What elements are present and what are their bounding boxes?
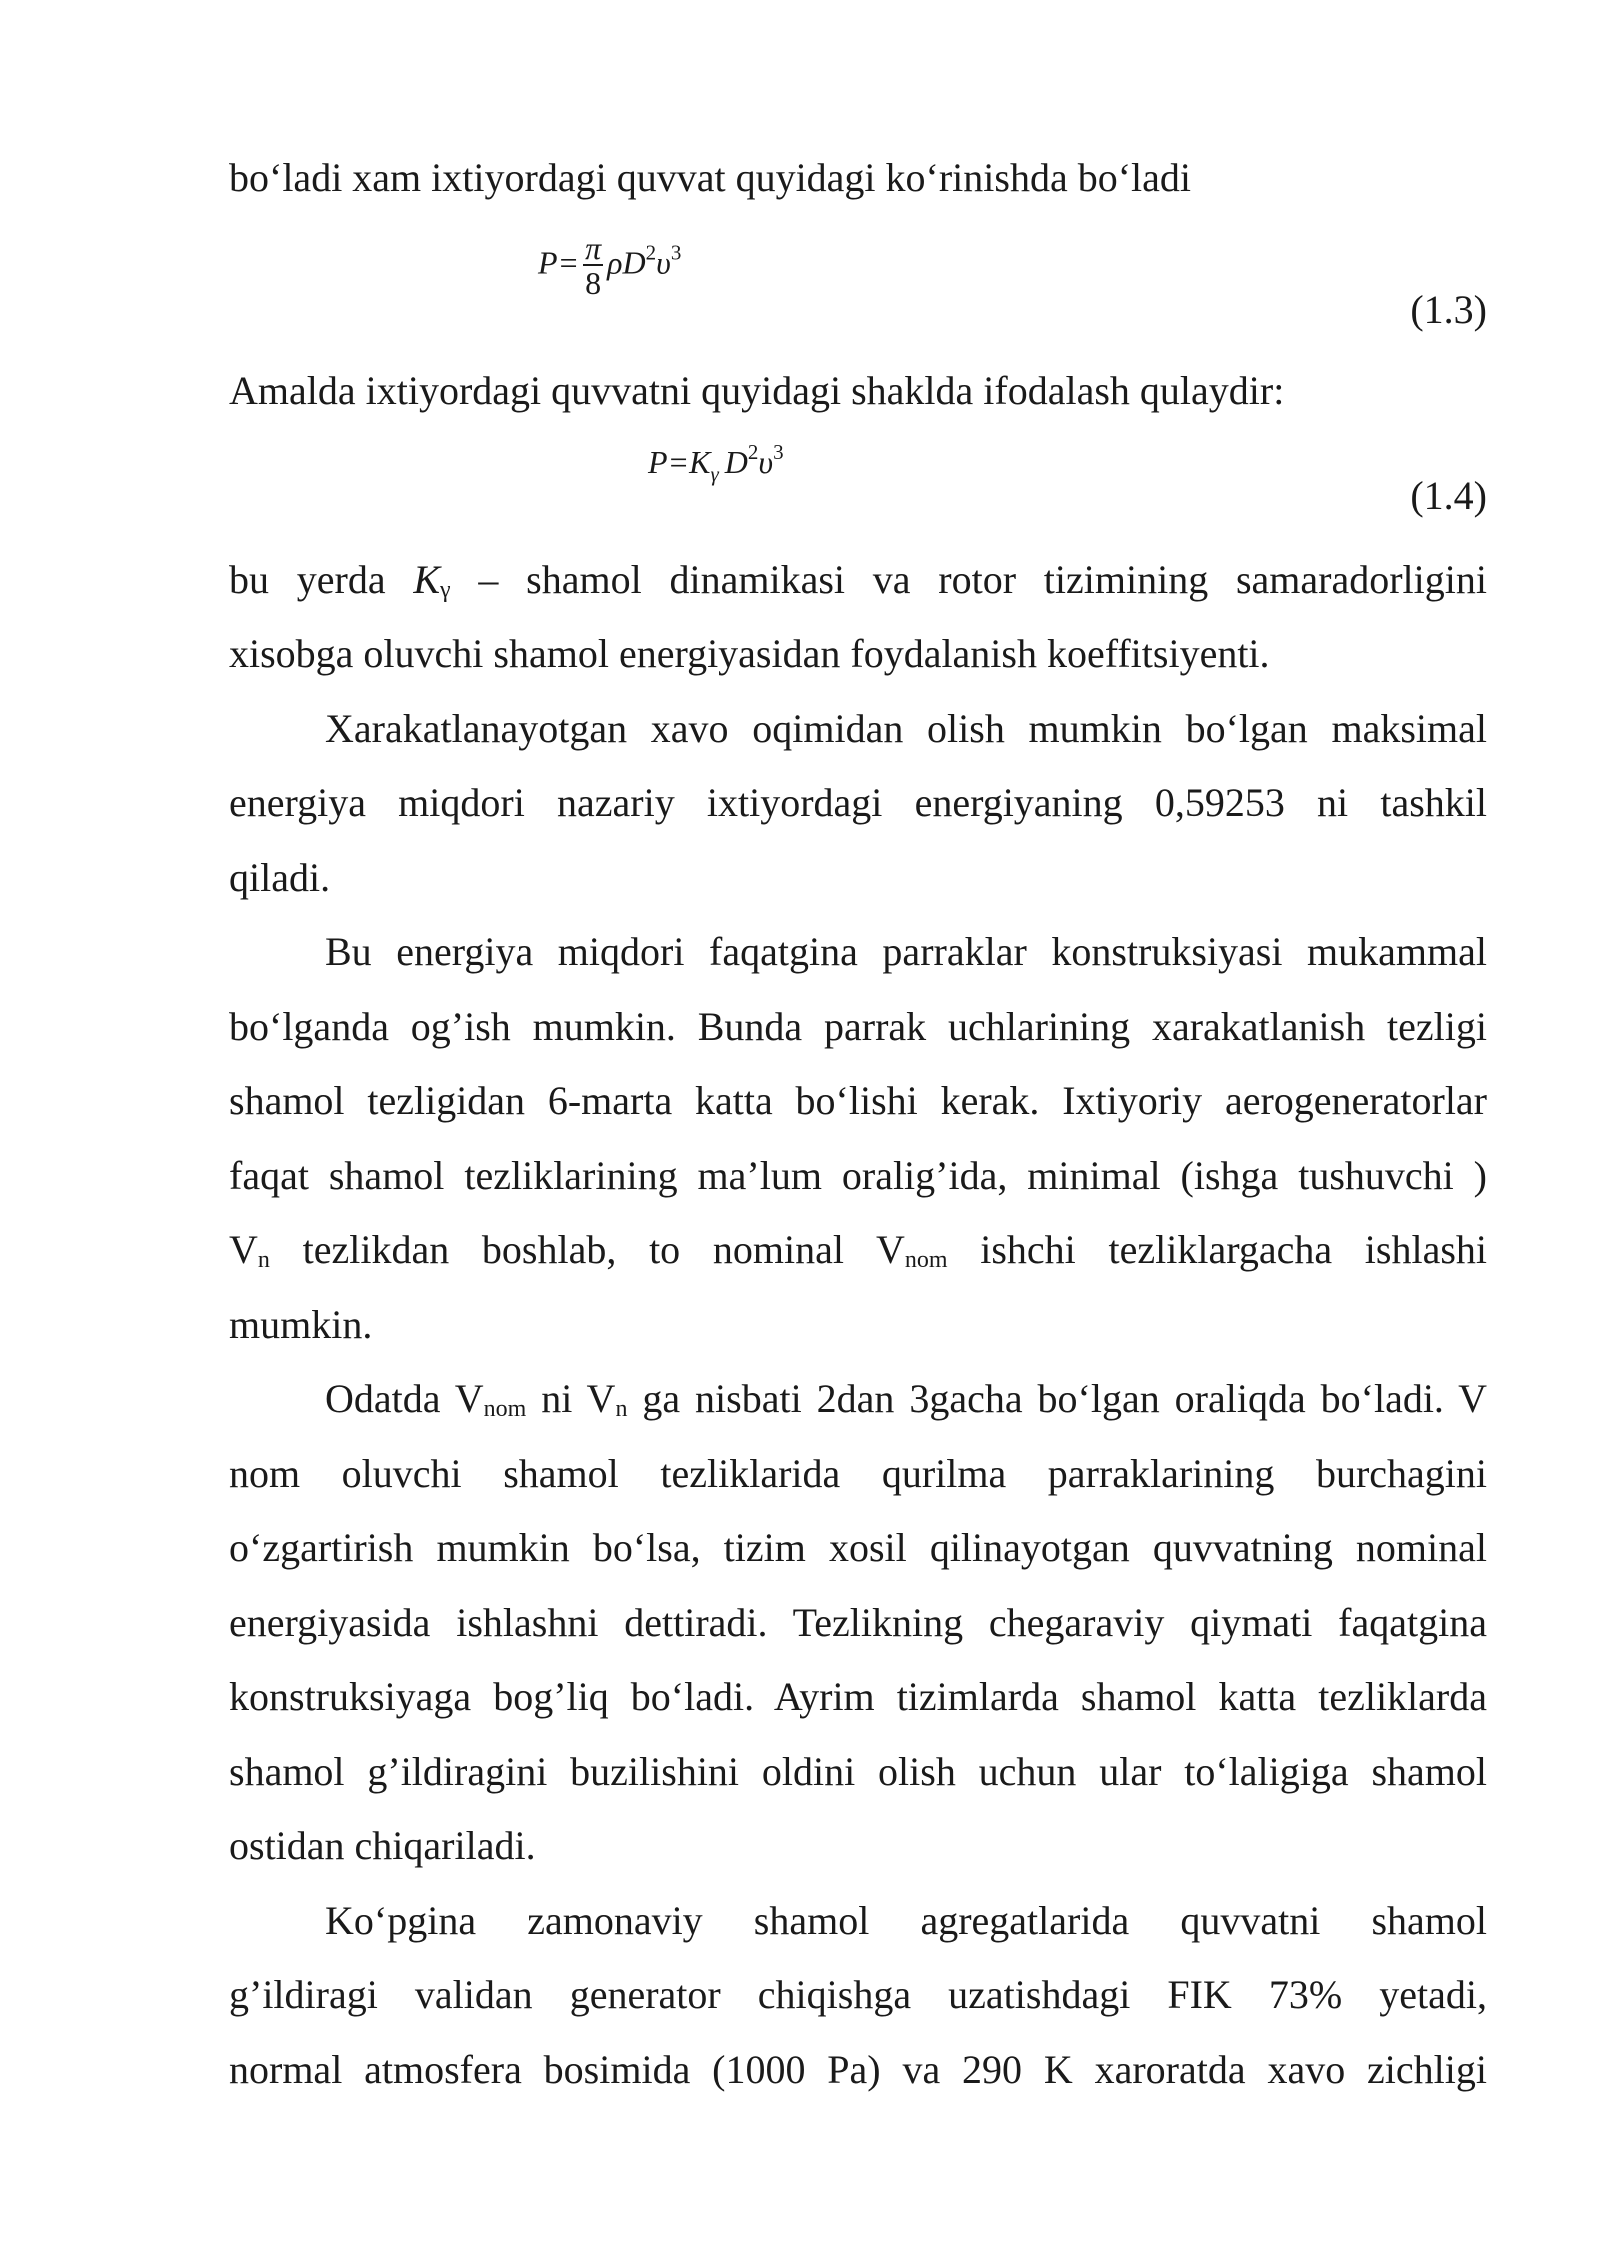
text-line: shamol g’ildiragini buzilishini oldini olish uchun ular to‘laligiga shamol [229, 1749, 1487, 1794]
text-line: mumkin. [229, 1302, 373, 1347]
text-line [325, 1375, 1487, 1423]
text-run: – shamol dinamikasi va rotor tizimining samaradorligini [478, 557, 1488, 602]
formula-lhs: P=K [648, 444, 711, 480]
text-line: nom oluvchi shamol tezliklarida qurilma parraklarining burchagini [229, 1451, 1487, 1496]
text-run: bu yerda [229, 557, 386, 602]
text-line: g’ildiragi validan generator chiqishga uzatishdagi FIK 73% yetadi, [229, 1972, 1487, 2017]
text-line: qiladi. [229, 855, 331, 900]
formula-rho-d: ρD [607, 244, 646, 281]
text-line: ostidan chiqariladi. [229, 1823, 536, 1868]
text-run: ga nisbati 2dan 3gacha bo‘lgan oraliqda bo‘ladi. V [642, 1376, 1488, 1421]
subscript: γ [440, 577, 451, 603]
text-line: xisobga oluvchi shamol energiyasidan foydalanish koeffitsiyenti. [229, 631, 1270, 676]
text-line: bo‘ladi xam ixtiyordagi quvvat quyidagi ko‘rinishda bo‘ladi [229, 155, 1192, 200]
text-run: ni V [541, 1376, 616, 1421]
text-line: o‘zgartirish mumkin bo‘lsa, tizim xosil qilinayotgan quvvatning nominal [229, 1525, 1487, 1570]
formula-power-practical [648, 440, 784, 486]
formula-d: D [724, 444, 748, 480]
exponent: 3 [773, 440, 784, 464]
text-line: Amalda ixtiyordagi quvvatni quyidagi shaklda ifodalash qulaydir: [229, 368, 1285, 413]
text-line: konstruksiyaga bog’liq bo‘ladi. Ayrim tizimlarda shamol katta tezliklarda [229, 1674, 1487, 1719]
text-line: faqat shamol tezliklarining ma’lum oralig’ida, minimal (ishga tushuvchi ) [229, 1153, 1487, 1198]
equation-number: (1.4) [1410, 473, 1487, 518]
text-line [229, 1226, 1487, 1274]
symbol-k: K [413, 557, 441, 602]
fraction [583, 232, 603, 300]
exponent: 2 [645, 240, 657, 265]
formula-lhs: P= [538, 244, 580, 281]
text-line: shamol tezligidan 6-marta katta bo‘lishi kerak. Ixtiyoriy aerogeneratorlar [229, 1078, 1487, 1123]
subscript: nom [483, 1396, 527, 1422]
formula-power-theoretical [538, 232, 681, 300]
subscript: n [615, 1396, 628, 1422]
formula-velocity: υ [758, 444, 774, 480]
formula-velocity: υ [656, 244, 671, 281]
fraction-denominator: 8 [585, 265, 602, 301]
text-line: energiya miqdori nazariy ixtiyordagi energiyaning 0,59253 ni tashkil [229, 780, 1487, 825]
exponent: 3 [670, 240, 682, 265]
text-run: ishchi tezliklargacha ishlashi [980, 1227, 1488, 1272]
exponent: 2 [747, 440, 759, 464]
equation-number: (1.3) [1410, 287, 1487, 332]
text-line: bo‘lganda og’ish mumkin. Bunda parrak uchlarining xarakatlanish tezligi [229, 1004, 1487, 1049]
subscript: nom [904, 1247, 948, 1273]
text-line: Xarakatlanayotgan xavo oqimidan olish mumkin bo‘lgan maksimal [325, 706, 1487, 751]
text-line: normal atmosfera bosimida (1000 Pa) va 290 K xaroratda xavo zichligi [229, 2047, 1487, 2092]
text-line: Bu energiya miqdori faqatgina parraklar konstruksiyasi mukammal [325, 929, 1487, 974]
fraction-numerator: π [585, 230, 602, 266]
subscript: γ [710, 462, 719, 486]
text-run: tezlikdan boshlab, to nominal V [302, 1227, 905, 1272]
text-line: Ko‘pgina zamonaviy shamol agregatlarida quvvatni shamol [325, 1898, 1487, 1943]
text-run: Odatda V [325, 1376, 484, 1421]
text-line [229, 556, 1487, 604]
text-run: V [229, 1227, 258, 1272]
subscript: n [257, 1247, 270, 1273]
text-line: energiyasida ishlashni dettiradi. Tezlikning chegaraviy qiymati faqatgina [229, 1600, 1487, 1645]
